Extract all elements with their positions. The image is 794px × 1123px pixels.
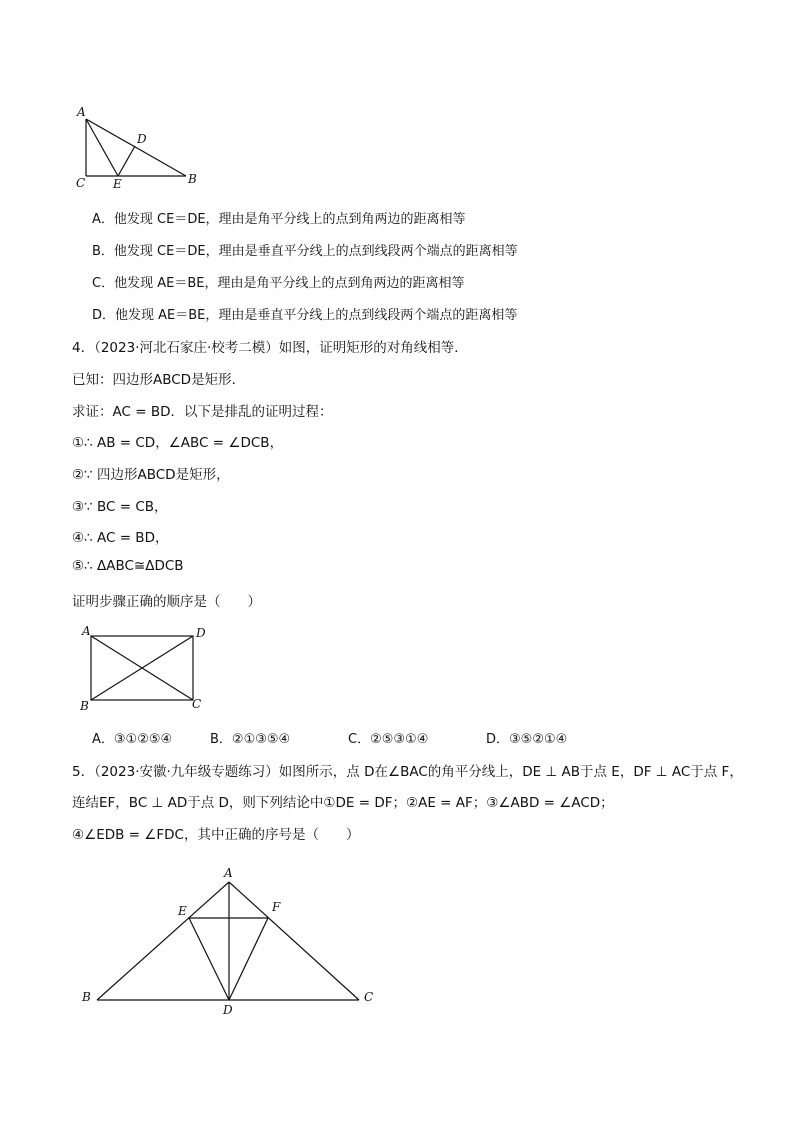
q4-step-4: ④∴ AC = BD， — [72, 530, 169, 546]
q4-option-b: B．②①③⑤④ — [210, 732, 291, 747]
q4-ask: 证明步骤正确的顺序是（ ） — [72, 594, 261, 610]
q4-step-5: ⑤∴ ΔABC≅ΔDCB — [72, 558, 184, 574]
fig1-label-e: E — [113, 177, 122, 191]
q4-option-c: C．②⑤③①④ — [348, 732, 429, 747]
q4-step-1: ①∴ AB = CD，∠ABC = ∠DCB， — [72, 435, 284, 451]
q3-option-d: D．他发现 AE＝BE，理由是垂直平分线上的点到线段两个端点的距离相等 — [92, 308, 518, 323]
q4-option-d: D．③⑤②①④ — [486, 732, 568, 747]
fig2-label-b: B — [80, 699, 89, 713]
fig2-label-d: D — [196, 626, 206, 640]
q4-step-3: ③∵ BC = CB， — [72, 499, 168, 515]
fig1-label-d: D — [137, 132, 147, 146]
q5-line-1: 5．（2023·安徽·九年级专题练习）如图所示，点 D在∠BAC的角平分线上，DE ⊥ AB于点 E，DF ⊥ AC于点 F， — [72, 764, 743, 780]
q5-line-3: ④∠EDB = ∠FDC，其中正确的序号是（ ） — [72, 827, 360, 843]
fig1-label-a: A — [77, 105, 86, 119]
fig3-label-d: D — [223, 1003, 233, 1017]
q3-option-a: A．他发现 CE＝DE，理由是角平分线上的点到角两边的距离相等 — [92, 212, 466, 227]
q5-line-2: 连结EF，BC ⊥ AD于点 D，则下列结论中①DE = DF；②AE = AF；③∠ABD = ∠ACD； — [72, 795, 614, 811]
fig2-label-a: A — [82, 624, 91, 638]
fig1-label-b: B — [188, 172, 197, 186]
q4-option-a: A．③①②⑤④ — [92, 732, 173, 747]
q4-step-2: ②∵ 四边形ABCD是矩形， — [72, 467, 230, 483]
fig3-label-f: F — [272, 900, 281, 914]
fig3-label-a: A — [224, 866, 233, 880]
q4-prove: 求证：AC = BD．以下是排乱的证明过程： — [72, 404, 333, 420]
fig1-label-c: C — [76, 176, 86, 190]
q4-header: 4．（2023·河北石家庄·校考二模）如图，证明矩形的对角线相等． — [72, 340, 468, 356]
q3-option-c: C．他发现 AE＝BE，理由是角平分线上的点到角两边的距离相等 — [92, 276, 465, 291]
fig3-label-b: B — [82, 990, 91, 1004]
fig2-label-c: C — [192, 697, 202, 711]
fig3-label-c: C — [364, 990, 374, 1004]
q4-given: 已知：四边形ABCD是矩形． — [72, 372, 246, 388]
q3-option-b: B．他发现 CE＝DE，理由是垂直平分线上的点到线段两个端点的距离相等 — [92, 244, 518, 259]
fig3-label-e: E — [178, 904, 187, 918]
